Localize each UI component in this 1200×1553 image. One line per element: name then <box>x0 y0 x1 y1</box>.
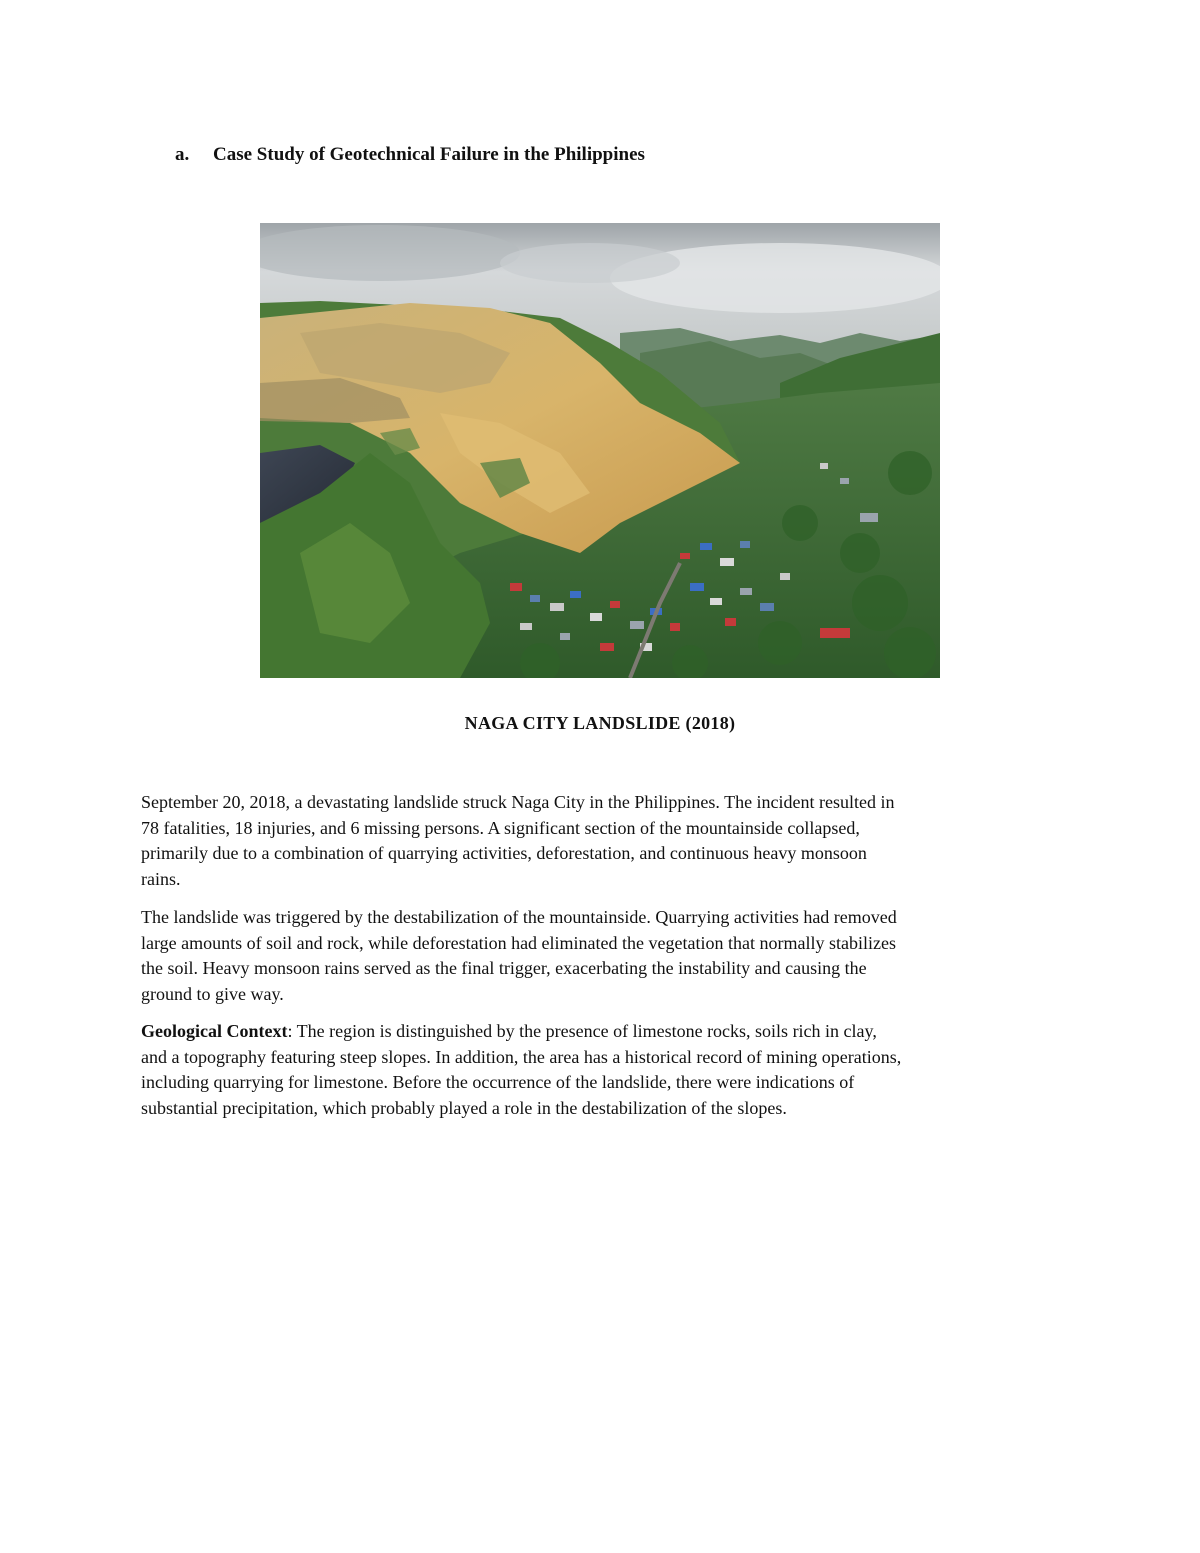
text-line: 78 fatalities, 18 injuries, and 6 missing persons. A significant section of the mountainside collapsed, <box>141 817 860 838</box>
landslide-aerial-image <box>260 223 940 678</box>
paragraph-trigger <box>141 905 1071 1007</box>
text-line-rest: : The region is distinguished by the presence of limestone rocks, soils rich in clay, <box>287 1021 877 1041</box>
section-heading <box>175 143 645 167</box>
text-line: large amounts of soil and rock, while deforestation had eliminated the vegetation that normally stabilizes <box>141 932 896 953</box>
text-line: and a topography featuring steep slopes. In addition, the area has a historical record of mining operations, <box>141 1046 902 1067</box>
text-line: primarily due to a combination of quarrying activities, deforestation, and continuous heavy monsoon <box>141 843 867 863</box>
paragraph-geological-context <box>141 1019 1071 1121</box>
paragraph-incident <box>141 790 1071 892</box>
geological-context-label: Geological Context <box>141 1021 288 1041</box>
text-line: The landslide was triggered by the destabilization of the mountainside. Quarrying activities had removed <box>141 907 897 927</box>
figure-caption: NAGA CITY LANDSLIDE (2018) <box>464 713 736 733</box>
text-line <box>141 1019 1071 1045</box>
text-line: ground to give way. <box>141 983 284 1004</box>
text-line: September 20, 2018, a devastating landslide struck Naga City in the Philippines. The incident resulted in <box>141 792 895 812</box>
list-marker: a. <box>175 144 190 165</box>
text-line: substantial precipitation, which probably played a role in the destabilization of the slopes. <box>141 1097 787 1118</box>
text-line: including quarrying for limestone. Before the occurrence of the landslide, there were indications of <box>141 1072 855 1092</box>
landslide-photo <box>260 223 940 678</box>
section-heading-text: Case Study of Geotechnical Failure in the Philippines <box>213 144 645 165</box>
text-line: the soil. Heavy monsoon rains served as the final trigger, exacerbating the instability and causing the <box>141 958 867 978</box>
text-line: rains. <box>141 868 181 889</box>
